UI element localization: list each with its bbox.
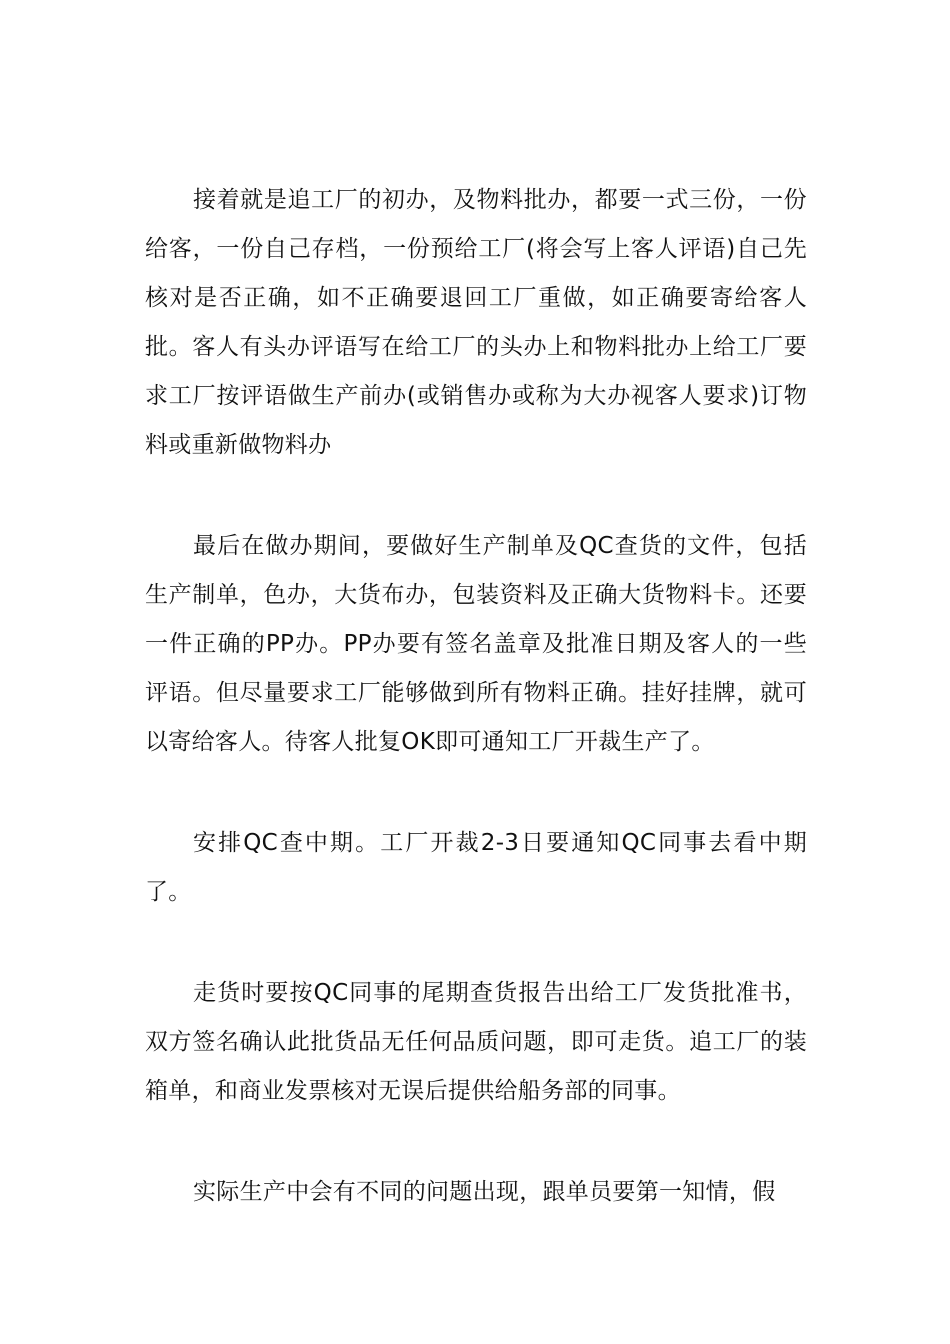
paragraph-production-docs: 最后在做办期间，要做好生产制单及QC查货的文件，包括生产制单，色办，大货布办，包装资料及正确大货物料卡。还要一件正确的PP办。PP办要有签名盖章及批准日期及客人的一些评语。但尽量要求工厂能够做到所有物料正确。挂好挂牌，就可以寄给客人。待客人批复OK即可通知工厂开裁生产了。	[145, 533, 807, 755]
paragraph-sample-approval: 接着就是追工厂的初办，及物料批办，都要一式三份，一份给客，一份自己存档，一份预给工厂(将会写上客人评语)自己先核对是否正确，如不正确要退回工厂重做，如正确要寄给客人批。客人有头办评语写在给工厂的头办上和物料批办上给工厂要求工厂按评语做生产前办(或销售办或称为大办视客人要求)订物料或重新做物料办	[145, 187, 807, 458]
paragraph-qc-midterm: 安排QC查中期。工厂开裁2-3日要通知QC同事去看中期了。	[145, 830, 807, 905]
document-body	[145, 176, 807, 1269]
paragraph-shipment: 走货时要按QC同事的尾期查货报告出给工厂发货批准书，双方签名确认此批货品无任何品质问题，即可走货。追工厂的装箱单，和商业发票核对无误后提供给船务部的同事。	[145, 980, 807, 1104]
paragraph-production-issues: 实际生产中会有不同的问题出现，跟单员要第一知情，假	[193, 1179, 776, 1205]
